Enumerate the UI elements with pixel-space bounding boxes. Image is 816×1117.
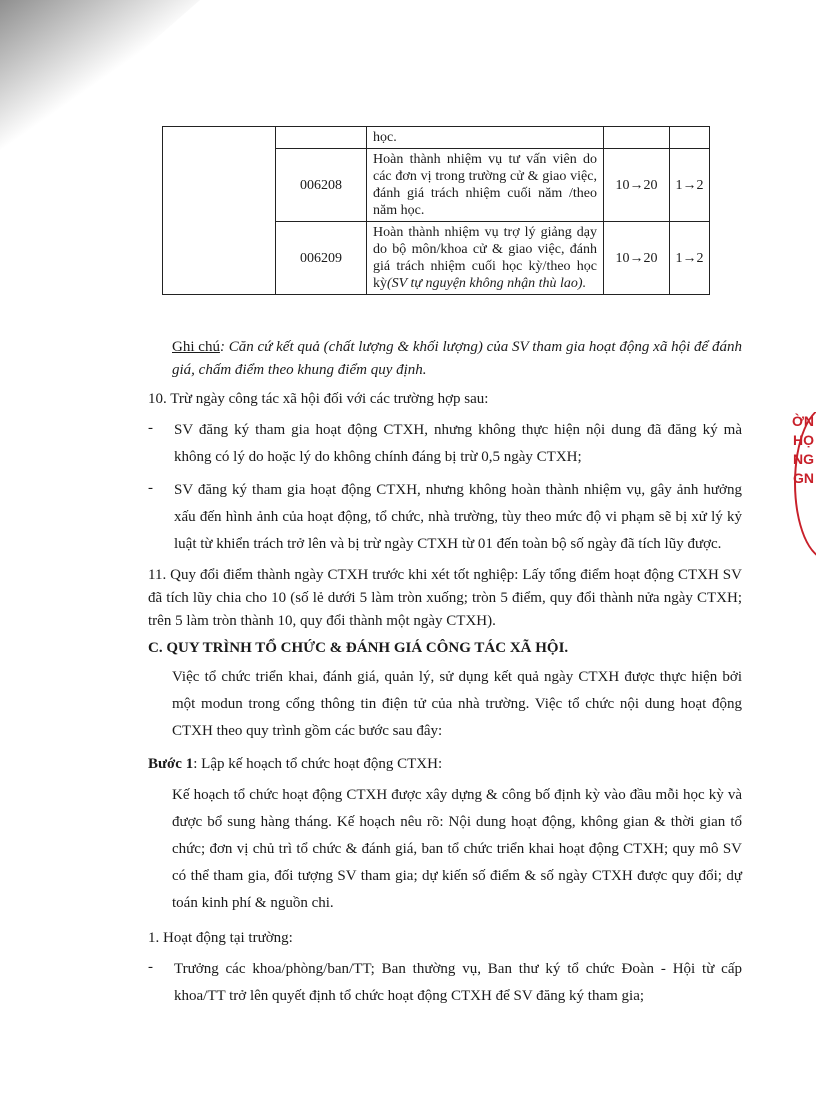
red-seal-stamp xyxy=(784,412,816,562)
bullet-text: SV đăng ký tham gia hoạt động CTXH, nhưng không thực hiện nội dung đã đăng ký mà không có lý do hoặc lý do không chính đáng bị trừ 0,5 ngày CTXH; xyxy=(174,422,742,465)
note-paragraph xyxy=(148,336,742,382)
desc-italic-text: (SV tự nguyện không nhận thù lao). xyxy=(387,276,587,291)
subsection-1-title: 1. Hoạt động tại trường: xyxy=(148,930,293,946)
seal-text-line: ỜN xyxy=(791,413,814,429)
document-body xyxy=(148,336,742,1010)
bullet-item xyxy=(148,956,742,1010)
desc-text: Hoàn thành nhiệm vụ tư vấn viên do các đơn vị trong trường cử & giao việc, đánh giá trách nhiệm cuối năm /theo năm học. xyxy=(373,152,597,218)
step-1-body: Kế hoạch tổ chức hoạt động CTXH được xây dựng & công bố định kỳ vào đầu mỗi học kỳ và được bổ sung hàng tháng. Kế hoạch nêu rõ: Nội dung hoạt động, không gian & thời gian tổ chức; đơn vị chủ trì tổ chức & đánh giá, ban tổ chức triển khai hoạt động CTXH; quy mô SV có thể tham gia, đối tượng SV tham gia; dự kiến số điểm & số ngày CTXH được quy đổi; dự toán kinh phí & nguồn chi. xyxy=(172,787,742,911)
table-cell-range: 10→20 xyxy=(604,222,670,295)
table-cell-points: 1→2 xyxy=(670,149,710,222)
table-cell-range: 10→20 xyxy=(604,149,670,222)
desc-text: Hoàn thành nhiệm vụ trợ lý giảng dạy do bộ môn/khoa cử & giao việc, đánh giá trách nhiệm cuối học kỳ/theo học kỳ xyxy=(373,225,597,291)
table-cell-points: 1→2 xyxy=(670,222,710,295)
table-row-partial xyxy=(163,127,710,149)
step-1-title xyxy=(148,753,742,776)
note-text: : Căn cứ kết quả (chất lượng & khối lượng) của SV tham gia hoạt động xã hội để đánh giá, chấm điểm theo khung điểm quy định. xyxy=(172,339,742,378)
note-label: Ghi chú xyxy=(172,339,220,355)
seal-text-line: GN xyxy=(793,470,814,486)
table-cell-empty xyxy=(163,127,276,295)
table-cell-code: 006208 xyxy=(276,149,367,222)
table-cell-code: 006209 xyxy=(276,222,367,295)
seal-text-line: HỌ xyxy=(793,432,814,448)
bullet-dash: - xyxy=(148,420,153,436)
seal-text-line: NG xyxy=(793,451,814,467)
section-11-paragraph: 11. Quy đổi điểm thành ngày CTXH trước khi xét tốt nghiệp: Lấy tổng điểm hoạt động CTXH SV đã tích lũy chia cho 10 (số lẻ dưới 5 làm tròn xuống; tròn 5 điểm, quy đổi thành nửa ngày CTXH; trên 5 làm tròn thành 10, quy đổi thành một ngày CTXH). xyxy=(148,567,742,629)
section-10-title: 10. Trừ ngày công tác xã hội đối với các trường hợp sau: xyxy=(148,391,489,407)
activity-table xyxy=(162,126,710,295)
table-cell-code xyxy=(276,127,367,149)
section-c-heading: C. QUY TRÌNH TỔ CHỨC & ĐÁNH GIÁ CÔNG TÁC XÃ HỘI. xyxy=(148,640,569,656)
table-cell-desc xyxy=(367,149,604,222)
bullet-dash: - xyxy=(148,959,153,975)
bullet-text: Trưởng các khoa/phòng/ban/TT; Ban thường vụ, Ban thư ký tổ chức Đoàn - Hội từ cấp khoa/TT trở lên quyết định tổ chức hoạt động CTXH để SV đăng ký tham gia; xyxy=(174,961,742,1004)
table-cell-range xyxy=(604,127,670,149)
step-1-label: Bước 1 xyxy=(148,756,194,772)
bullet-dash: - xyxy=(148,480,153,496)
step-1-text: : Lập kế hoạch tổ chức hoạt động CTXH: xyxy=(193,756,443,772)
bullet-item xyxy=(148,417,742,471)
section-c-intro: Việc tổ chức triển khai, đánh giá, quản lý, sử dụng kết quả ngày CTXH được thực hiện bởi một modun trong cổng thông tin điện tử của nhà trường. Việc tổ chức nội dung hoạt động CTXH theo quy trình gồm các bước sau đây: xyxy=(172,669,742,739)
table-cell-desc xyxy=(367,222,604,295)
table-cell-points xyxy=(670,127,710,149)
bullet-item xyxy=(148,477,742,558)
bullet-text: SV đăng ký tham gia hoạt động CTXH, nhưng không hoàn thành nhiệm vụ, gây ảnh hưởng xấu đến hình ảnh của hoạt động, tổ chức, nhà trường, tùy theo mức độ vi phạm sẽ bị xử lý kỷ luật từ khiển trách trở lên và bị trừ ngày CTXH từ 01 đến toàn bộ số ngày đã tích lũy được. xyxy=(174,482,742,552)
table-cell-desc: học. xyxy=(367,127,604,149)
